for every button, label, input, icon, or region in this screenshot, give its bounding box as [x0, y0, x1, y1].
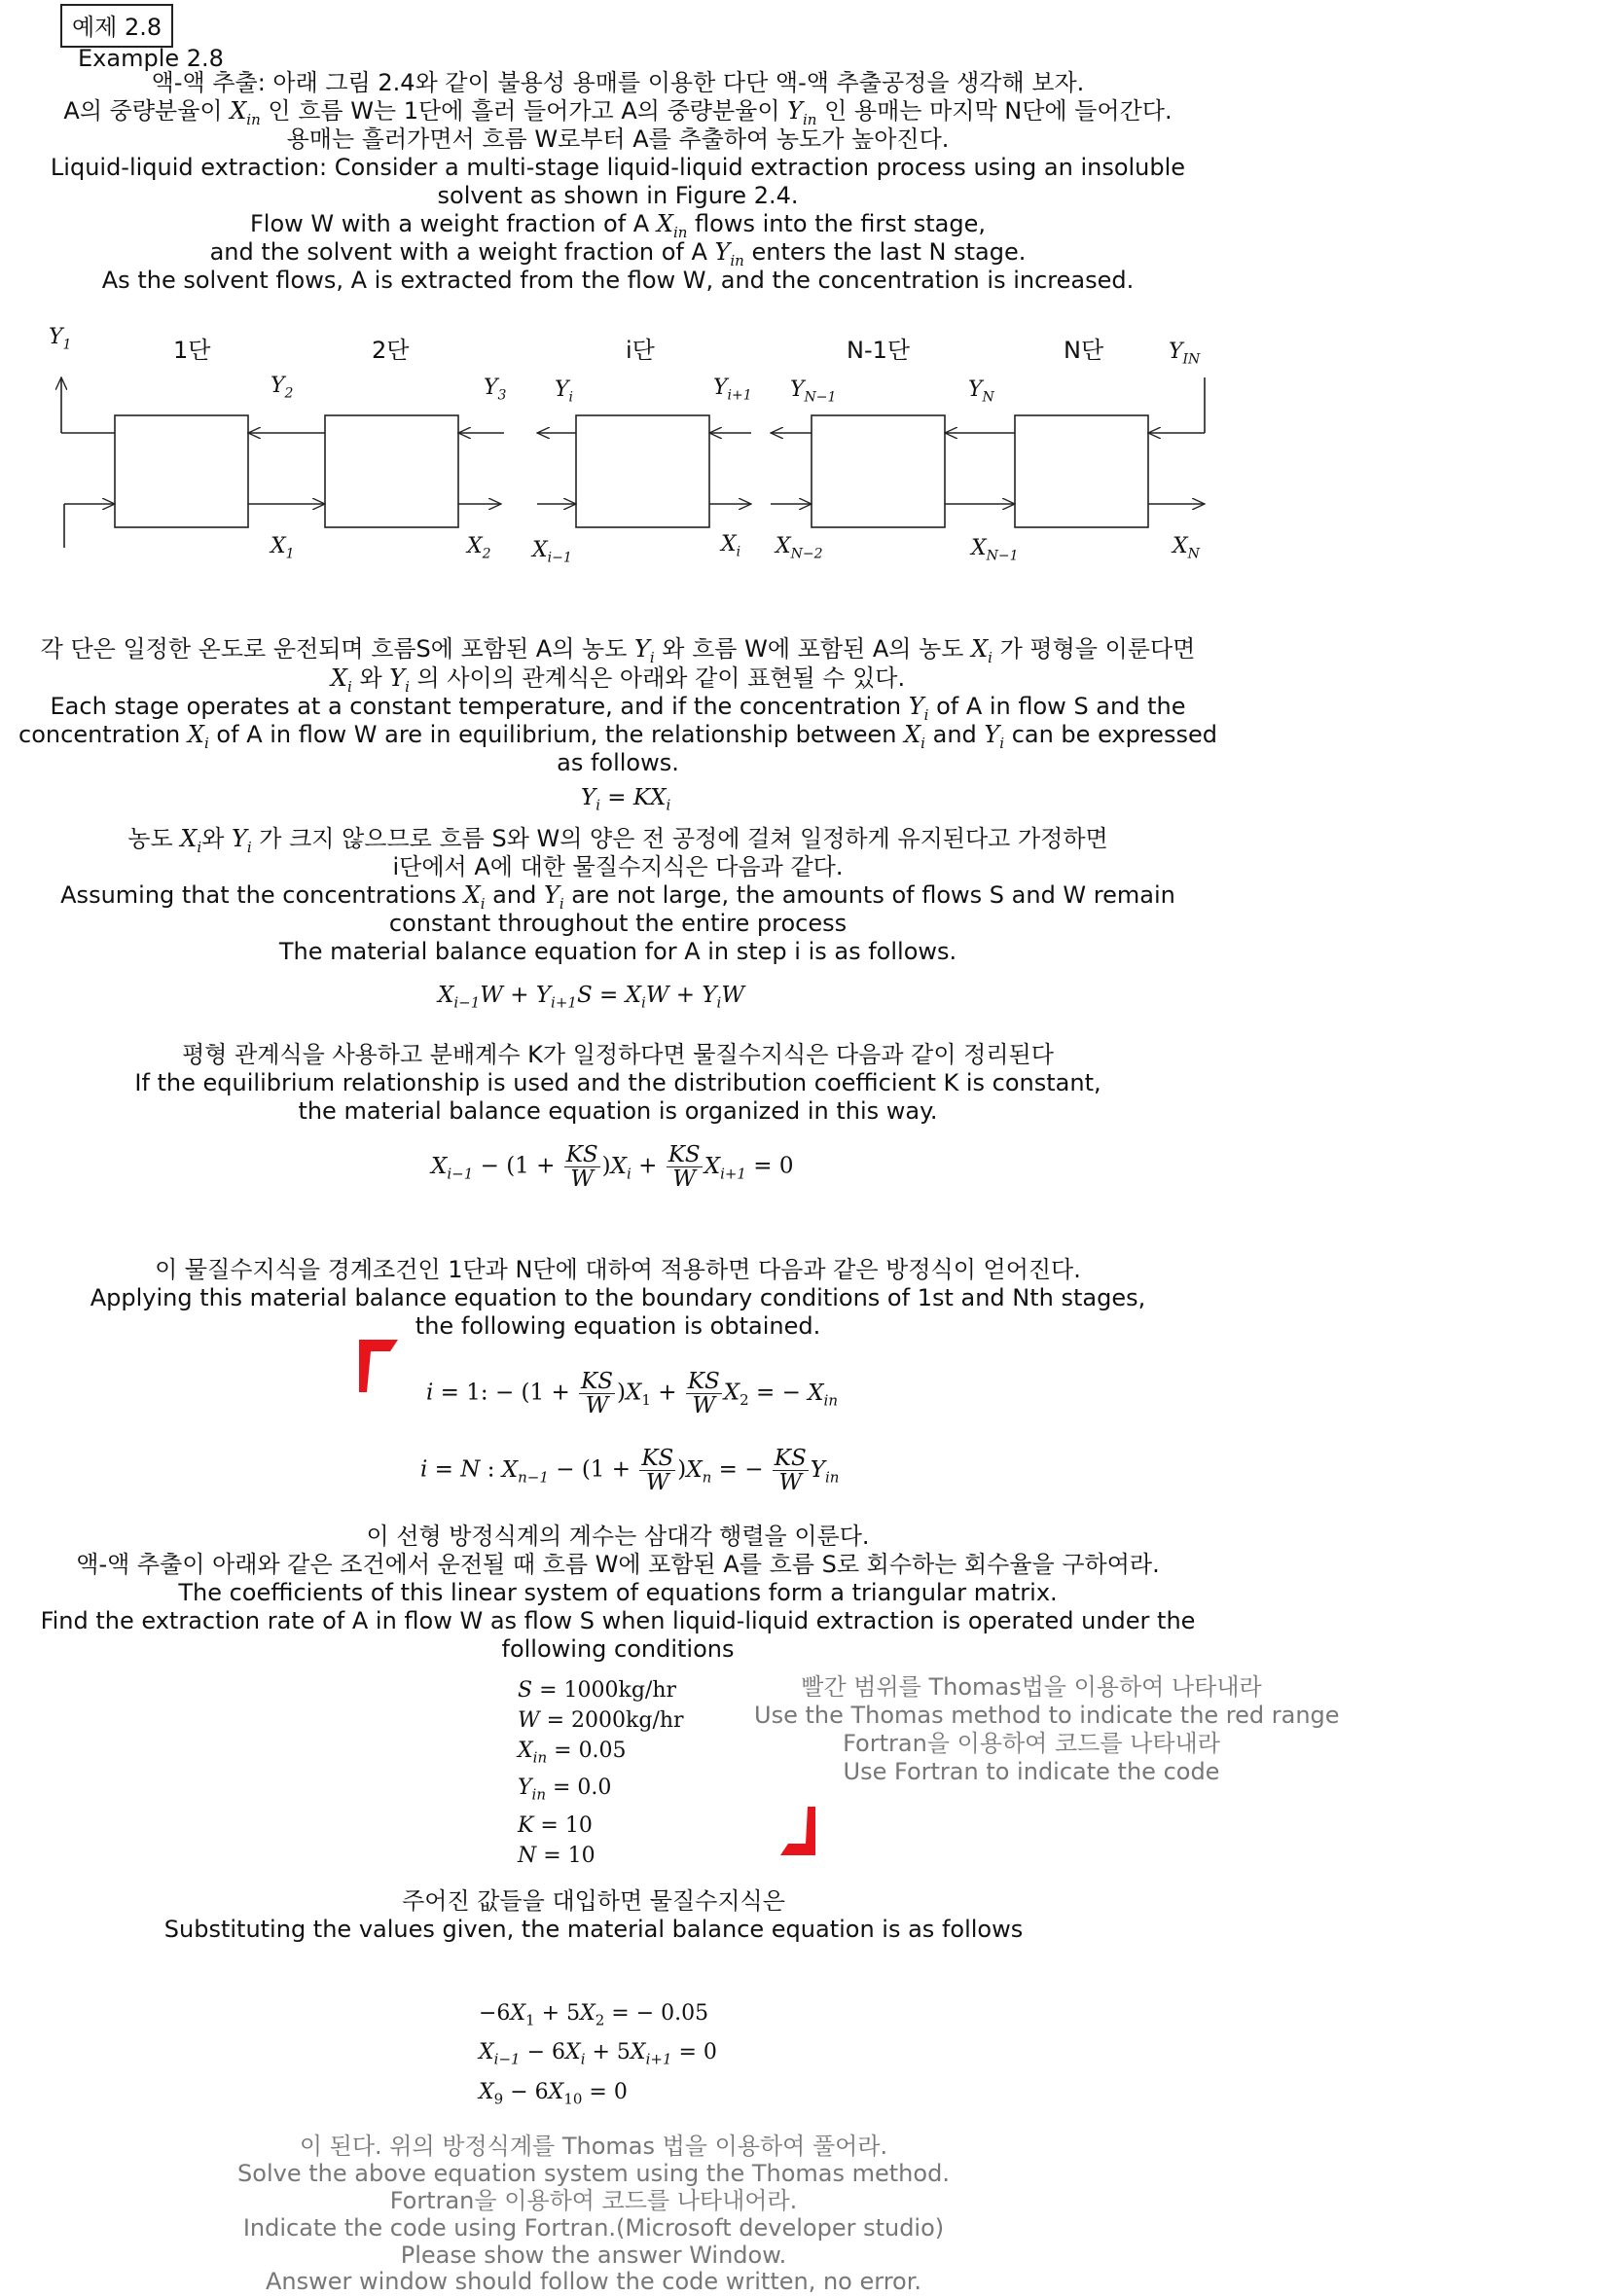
organized-ko-1: 평형 관계식을 사용하고 분배계수 K가 일정하다면 물질수지식은 다음과 같이 정리된다	[182, 1041, 1054, 1068]
intro-en-4: and the solvent with a weight fraction of A $Y_{in}$ enters the last N stage.	[209, 238, 1027, 269]
intro-ko-3: 용매는 흘러가면서 흐름 W로부터 A를 추출하여 농도가 높아진다.	[286, 126, 950, 153]
condition-xin: $X_{in} = 0.05$	[518, 1739, 627, 1767]
boundary-en-2: the following equation is obtained.	[415, 1312, 821, 1340]
task-en-1: The coefficients of this linear system of equations form a triangular matrix.	[178, 1579, 1058, 1606]
label-xi: $X_i$	[721, 532, 741, 560]
task-en-2: Find the extraction rate of A in flow W as flow S when liquid-liquid extraction is operated under the	[40, 1607, 1196, 1634]
footer-line-6: Answer window should follow the code written, no error.	[265, 2268, 922, 2295]
footer-line-4: Indicate the code using Fortran.(Microsoft developer studio)	[242, 2214, 945, 2242]
example-title: Example 2.8	[78, 45, 224, 72]
boundary-ko-1: 이 물질수지식을 경계조건인 1단과 N단에 대하여 적용하면 다음과 같은 방정식이 얻어진다.	[155, 1256, 1081, 1283]
stage-label-i: i단	[626, 337, 655, 364]
note-en-2: Use Fortran to indicate the code	[843, 1758, 1220, 1785]
equilibrium-ko-2: $X_i$ 와 $Y_i$ 의 사이의 관계식은 아래와 같이 표현될 수 있다.	[330, 664, 906, 696]
note-ko-2: Fortran을 이용하여 코드를 나타내라	[843, 1730, 1220, 1757]
footer-line-5: Please show the answer Window.	[400, 2242, 787, 2269]
balance-en-1: Assuming that the concentrations $X_i$ and $Y_i$ are not large, the amounts of flows S and W remain	[60, 881, 1175, 913]
intro-en-1: Liquid-liquid extraction: Consider a multi-stage liquid-liquid extraction process using an insoluble	[50, 154, 1186, 181]
red-range-start-mark	[355, 1338, 402, 1394]
substitution-eq-1: $-6X_1 + 5X_2$ = − 0.05	[479, 2001, 709, 2029]
substitution-equations	[479, 1997, 717, 2115]
stage-box-i	[576, 415, 709, 527]
boundary-eq-1: i = 1: − (1 + $\frac{KS}{W}$ )$X_1$ + $\frac{KS}{W}$ $X_2$ = − $X_{in}$	[426, 1369, 838, 1418]
equilibrium-en-3: as follows.	[557, 749, 679, 776]
footer-line-1: 이 된다. 위의 방정식계를 Thomas 법을 이용하여 풀어라.	[299, 2133, 888, 2160]
equilibrium-ko-1: 각 단은 일정한 온도로 운전되며 흐름S에 포함된 A의 농도 $Y_i$ 와 흐름 W에 포함된 A의 농도 $X_i$ 가 평형을 이룬다면	[40, 635, 1196, 666]
stage-label-1: 1단	[173, 337, 211, 364]
equilibrium-formula: $Y_i = KX_i$	[581, 785, 671, 814]
label-xn-1: $X_{N-1}$	[971, 536, 1019, 564]
footer-line-3: Fortran을 이용하여 코드를 나타내어라.	[389, 2187, 798, 2214]
organized-formula: $X_{i-1} - (1$ + $\frac{KS}{W}$ )$X_i$ + $\frac{KS}{W}$ $X_{i+1} = 0$	[431, 1142, 794, 1192]
label-yi1: $Y_{i+1}$	[713, 376, 752, 404]
label-xi-1: $X_{i-1}$	[532, 538, 572, 566]
substitution-ko-1: 주어진 값들을 대입하면 물질수지식은	[402, 1887, 785, 1915]
stage-label-n: N단	[1064, 337, 1104, 364]
balance-ko-2: i단에서 A에 대한 물질수지식은 다음과 같다.	[392, 853, 844, 880]
boundary-en-1: Applying this material balance equation to the boundary conditions of 1st and Nth stages,	[90, 1284, 1146, 1311]
equilibrium-en-2: concentration $X_i$ of A in flow W are in equilibrium, the relationship between $X_i$ and $Y_i$ can be expressed	[18, 721, 1217, 752]
label-x1: $X_1$	[271, 534, 295, 562]
label-xn-2: $X_{N-2}$	[776, 534, 823, 562]
stage-label-n-1: N-1단	[847, 337, 911, 364]
balance-ko-1: 농도 $X_i$와 $Y_i$ 가 크지 않으므로 흐름 S와 W의 양은 전 공정에 걸쳐 일정하게 유지된다고 가정하면	[127, 825, 1108, 856]
stage-box-2	[325, 415, 458, 527]
intro-ko-2: A의 중량분율이 $X_{in}$ 인 흐름 W는 1단에 흘러 들어가고 A의 중량분율이 $Y_{in}$ 인 용매는 마지막 N단에 들어간다.	[63, 97, 1173, 128]
substitution-eq-3: $X_9 - 6X_{10} = 0$	[479, 2079, 628, 2108]
balance-en-2: constant throughout the entire process	[388, 910, 848, 937]
intro-en-3: Flow W with a weight fraction of A $X_{in}$ flows into the first stage,	[250, 210, 986, 241]
organized-en-1: If the equilibrium relationship is used and the distribution coefficient K is constant,	[134, 1069, 1101, 1096]
label-y3: $Y_3$	[484, 376, 507, 404]
label-y1: $Y_1$	[49, 325, 72, 353]
substitution-en-1: Substituting the values given, the material balance equation is as follows	[163, 1916, 1024, 1943]
label-yi: $Y_i$	[555, 377, 574, 406]
condition-s: S = 1000kg/hr	[518, 1678, 676, 1703]
intro-en-5: As the solvent flows, A is extracted from the flow W, and the concentration is increased.	[101, 267, 1135, 294]
label-x2: $X_2$	[467, 534, 491, 562]
label-yn: $Y_N$	[968, 377, 994, 406]
footer-line-2: Solve the above equation system using the Thomas method.	[237, 2160, 950, 2187]
balance-en-3: The material balance equation for A in step i is as follows.	[278, 938, 957, 965]
red-range-end-mark	[778, 1805, 819, 1857]
condition-n: N = 10	[518, 1843, 595, 1868]
label-yn-1: $Y_{N-1}$	[790, 377, 837, 406]
condition-yin: $Y_{in} = 0.0$	[518, 1776, 612, 1804]
example-tag: 예제 2.8	[60, 4, 173, 48]
stage-box-n	[1015, 415, 1148, 527]
stage-label-2: 2단	[372, 337, 410, 364]
intro-ko-1: 액-액 추출: 아래 그림 2.4와 같이 불용성 용매를 이용한 다단 액-액 추출공정을 생각해 보자.	[151, 69, 1085, 96]
equilibrium-en-1: Each stage operates at a constant temperature, and if the concentration $Y_i$ of A in flow S and the	[50, 693, 1186, 724]
note-en-1: Use the Thomas method to indicate the red range	[754, 1702, 1340, 1729]
note-ko-1: 빨간 범위를 Thomas법을 이용하여 나타내라	[801, 1673, 1262, 1701]
condition-k: K = 10	[518, 1812, 593, 1838]
task-en-3: following conditions	[501, 1635, 735, 1663]
stage-box-n-1	[812, 415, 945, 527]
organized-en-2: the material balance equation is organized in this way.	[298, 1097, 938, 1125]
label-y2: $Y_2$	[271, 374, 294, 402]
balance-formula: $X_{i-1}W + Y_{i+1}S = X_iW + Y_iW$	[438, 983, 744, 1012]
boundary-eq-2: i = N : $X_{n-1} - (1$ + $\frac{KS}{W}$ )$X_n$ = − $\frac{KS}{W}$ $Y_{in}$	[420, 1446, 840, 1495]
label-yin: $Y_{IN}$	[1169, 340, 1201, 368]
task-ko-1: 이 선형 방정식계의 계수는 삼대각 행렬을 이룬다.	[366, 1523, 870, 1550]
condition-w: W = 2000kg/hr	[518, 1708, 684, 1733]
extraction-diagram	[0, 311, 1245, 584]
substitution-eq-2: $X_{i-1} - 6X_i + 5X_{i+1} = 0$	[479, 2040, 717, 2068]
conditions-list	[518, 1675, 684, 1871]
task-ko-2: 액-액 추출이 아래와 같은 조건에서 운전될 때 흐름 W에 포함된 A를 흐름 S로 회수하는 회수율을 구하여라.	[76, 1551, 1160, 1578]
intro-en-2: solvent as shown in Figure 2.4.	[437, 182, 799, 209]
label-xn: $X_N$	[1173, 534, 1200, 562]
stage-box-1	[115, 415, 248, 527]
